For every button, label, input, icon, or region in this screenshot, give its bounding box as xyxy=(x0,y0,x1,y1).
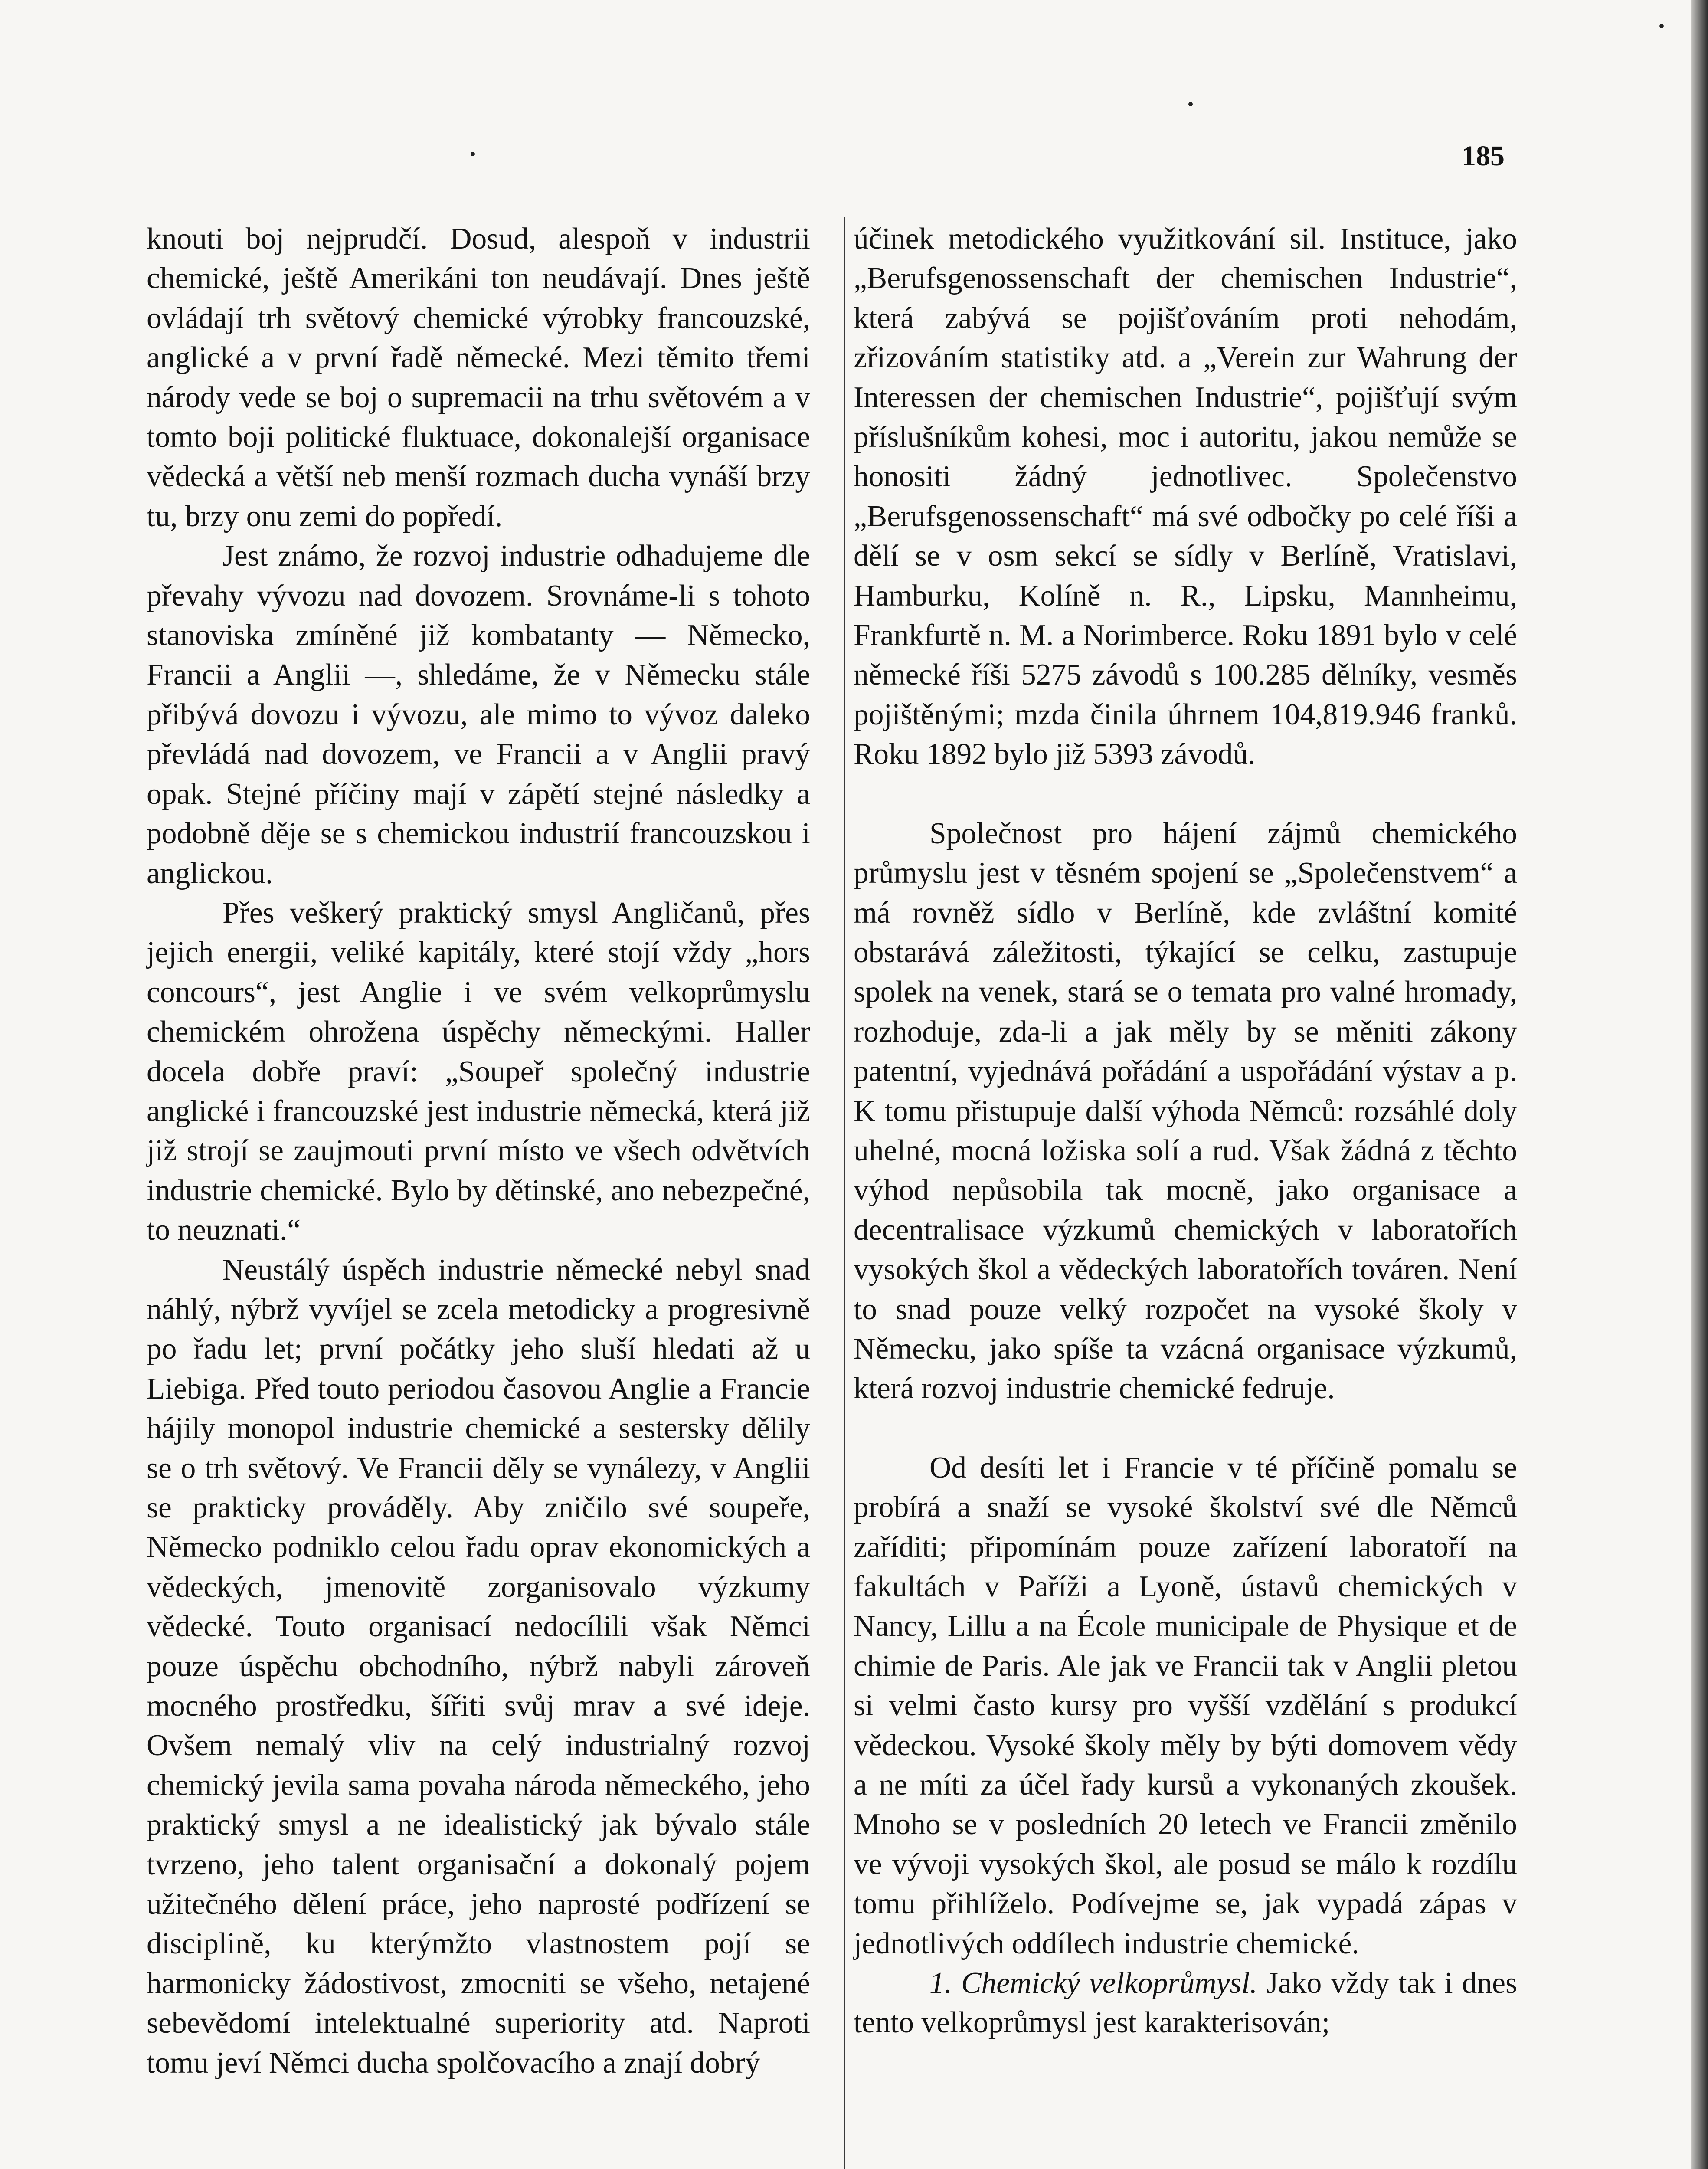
paragraph xyxy=(854,1963,1517,2043)
print-speck xyxy=(1188,102,1193,106)
section-heading: 1. Chemický velkoprůmysl. xyxy=(929,1966,1257,2000)
print-speck xyxy=(1659,24,1664,28)
paragraph: Od desíti let i Francie v té příčině pomalu se probírá a snaží se vysoké školství své dle Němců zaříditi; připomínám pouze zařízení laboratoří na fakultách v Paříži a Lyoně, ústavů chemických v Nancy, Lillu a na École municipale de Physique et de chimie de Paris. Ale jak ve Francii tak v Anglii pletou si velmi často kursy pro vyšší vzdělání s produkcí vědeckou. Vysoké školy měly by býti domovem vědy a ne míti za účel řady kursů a vykonaných zkoušek. Mnoho se v posledních 20 letech ve Francii změnilo ve vývoji vysokých škol, ale posud se málo k rozdílu tomu přihlíželo. Podívejme se, jak vypadá zápas v jednotlivých oddílech industrie chemické. xyxy=(854,1451,1517,1960)
paragraph: účinek metodického využitkování sil. Instituce, jako „Berufsgenossenschaft der chemischen Industrie“, která zabývá se pojišťováním proti nehodám, zřizováním statistiky atd. a „Verein zur Wahrung der Interessen der chemischen Industrie“, pojišťují svým příslušníkům kohesi, moc i autoritu, jakou nemůže se honositi žádný jednotlivec. Společenstvo „Berufsgenossenschaft“ má své odbočky po celé říši a dělí se v osm sekcí se sídly v Berlíně, Vratislavi, Hamburku, Kolíně n. R., Lipsku, Mannheimu, Frankfurtě n. M. a Norimberce. Roku 1891 bylo v celé německé říši 5275 závodů s 100.285 dělníky, vesměs pojištěnými; mzda činila úhrnem 104,819.946 franků. Roku 1892 bylo již 5393 závodů. xyxy=(854,222,1517,771)
print-speck xyxy=(471,152,475,156)
page-number: 185 xyxy=(1462,140,1505,172)
paragraph: knouti boj nejprudčí. Dosud, alespoň v industrii chemické, ještě Amerikáni ton neudávají. Dnes ještě ovládají trh světový chemické výrobky francouzské, anglické a v první řadě německé. Mezi těmito třemi národy vede se boj o supremacii na trhu světovém a v tomto boji politické fluktuace, dokonalejší organisace vědecká a větší neb menší rozmach ducha vynáší brzy tu, brzy onu zemi do popředí. xyxy=(147,222,810,533)
paragraph: Společnost pro hájení zájmů chemického průmyslu jest v těsném spojení se „Společenstvem“ a má rovněž sídlo v Berlíně, kde zvláštní komité obstarává záležitosti, týkající se celku, zastupuje spolek na venek, stará se o temata pro valné hromady, rozhoduje, zda-li a jak měly by se měniti zákony patentní, vyjednává pořádání a uspořádání výstav a p. K tomu přistupuje další výhoda Němců: rozsáhlé doly uhelné, mocná ložiska solí a rud. Však žádná z těchto výhod nepůsobila tak mocně, jako organisace a decentralisace výzkumů chemických v laboratořích vysokých škol a vědeckých laboratořích továren. Není to snad pouze velký rozpočet na vysoké školy v Německu, jako spíše ta vzácná organisace výzkumů, která rozvoj industrie chemické fedruje. xyxy=(854,816,1517,1406)
page-edge-shadow xyxy=(1691,0,1708,2169)
paragraph: Jest známo, že rozvoj industrie odhadujeme dle převahy vývozu nad dovozem. Srovnáme-li s tohoto stanoviska zmíněné již kombatanty — Německo, Francii a Anglii —, shledáme, že v Německu stále přibývá dovozu i vývozu, ale mimo to vývoz daleko převládá nad dovozem, ve Francii a v Anglii pravý opak. Stejné příčiny mají v zápětí stejné následky a podobně děje se s chemickou industrií francouzskou i anglickou. xyxy=(147,539,810,890)
paragraph-text: Jako vždy tak i dnes tento velkoprůmysl jest karakterisován; xyxy=(854,1966,1517,2040)
right-column xyxy=(854,219,1517,2043)
paragraph: Neustálý úspěch industrie německé nebyl snad náhlý, nýbrž vyvíjel se zcela metodicky a progresivně po řadu let; první počátky jeho sluší hledati až u Liebiga. Před touto periodou časovou Anglie a Francie hájily monopol industrie chemické a sestersky dělily se o trh světový. Ve Francii děly se vynálezy, v Anglii se prakticky prováděly. Aby zničilo své soupeře, Německo podniklo celou řadu oprav ekonomických a vědeckých, jmenovitě zorganisovalo výzkumy vědecké. Touto organisací nedocílili však Němci pouze úspěchu obchodního, nýbrž nabyli zároveň mocného prostředku, šířiti svůj mrav a své ideje. Ovšem nemalý vliv na celý industrialný rozvoj chemický jevila sama povaha národa německého, jeho praktický smysl a ne idealistický jak bývalo stále tvrzeno, jeho talent organisační a dokonalý pojem užitečného dělení práce, jeho naprosté podřízení se disciplině, ku kterýmžto vlastnostem pojí se harmonicky žádostivost, zmocniti se všeho, netajené sebevědomí intelektualné superiority atd. Naproti tomu jeví Němci ducha spolčovacího a znají dobrý xyxy=(147,1253,810,2080)
left-column xyxy=(147,219,810,2083)
paragraph: Přes veškerý praktický smysl Angličanů, přes jejich energii, veliké kapitály, které stojí vždy „hors concours“, jest Anglie i ve svém velkoprůmyslu chemickém ohrožena úspěchy německými. Haller docela dobře praví: „Soupeř společný industrie anglické i francouzské jest industrie německá, která již již strojí se zaujmouti první místo ve všech odvětvích industrie chemické. Bylo by dětinské, ano nebezpečné, to neuznati.“ xyxy=(147,896,810,1247)
column-divider xyxy=(844,217,845,2169)
